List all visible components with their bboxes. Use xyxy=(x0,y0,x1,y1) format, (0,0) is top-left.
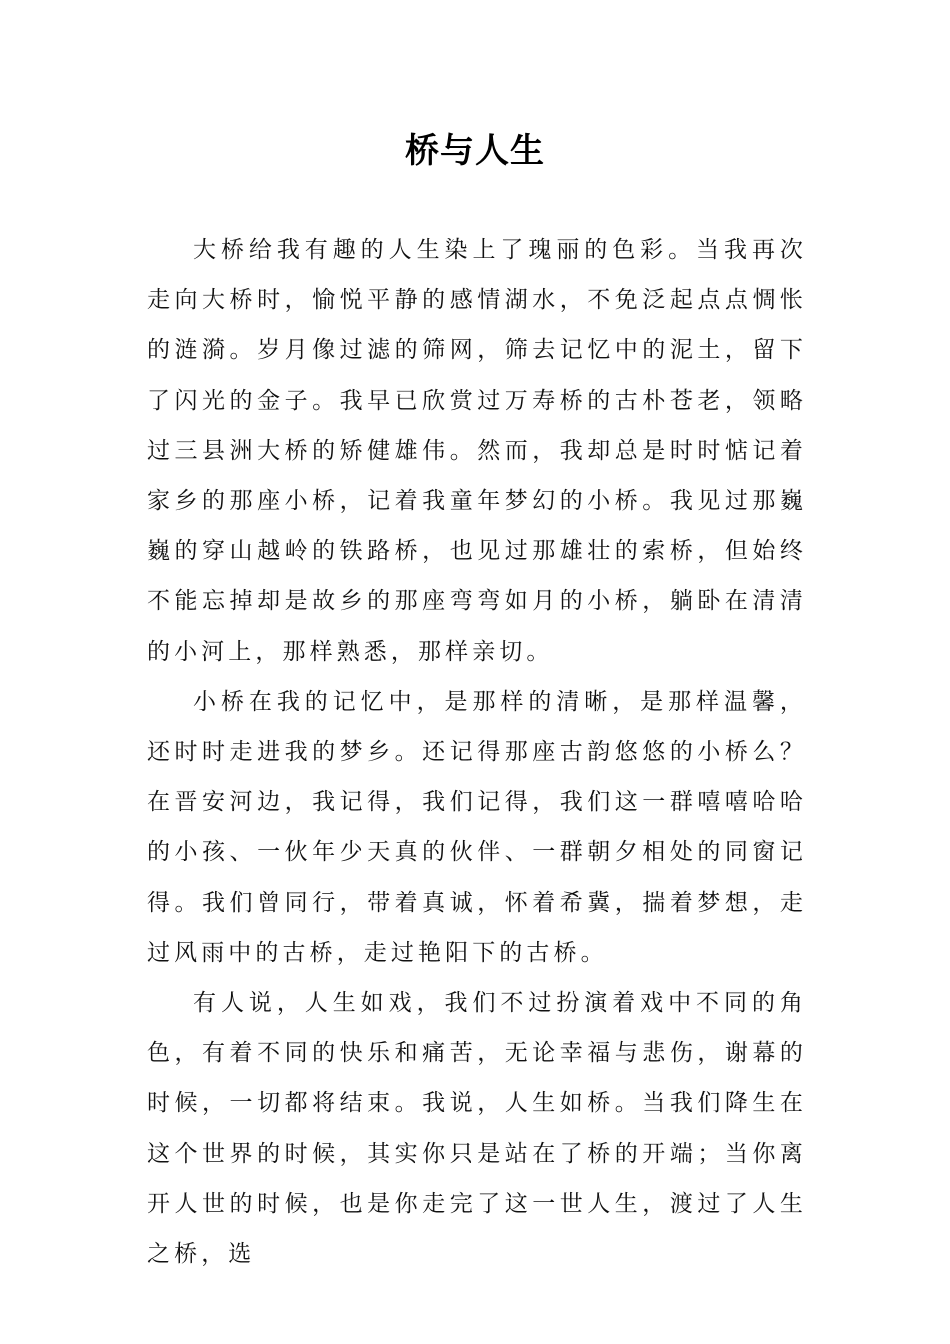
paragraph: 大桥给我有趣的人生染上了瑰丽的色彩。当我再次走向大桥时，愉悦平静的感情湖水，不免泛起点点惆怅的涟漪。岁月像过滤的筛网，筛去记忆中的泥土，留下了闪光的金子。我早已欣赏过万寿桥的古朴苍老，领略过三县洲大桥的矫健雄伟。然而，我却总是时时惦记着家乡的那座小桥，记着我童年梦幻的小桥。我见过那巍巍的穿山越岭的铁路桥，也见过那雄壮的索桥，但始终不能忘掉却是故乡的那座弯弯如月的小桥，躺卧在清清的小河上，那样熟悉，那样亲切。 xyxy=(147,237,807,665)
paragraph: 有人说，人生如戏，我们不过扮演着戏中不同的角色，有着不同的快乐和痛苦，无论幸福与悲伤，谢幕的时候，一切都将结束。我说，人生如桥。当我们降生在这个世界的时候，其实你只是站在了桥的开端；当你离开人世的时候，也是你走完了这一世人生，渡过了人生之桥，选 xyxy=(147,990,807,1268)
document-title: 桥与人生 xyxy=(405,131,545,171)
paragraph: 小桥在我的记忆中，是那样的清晰，是那样温馨，还时时走进我的梦乡。还记得那座古韵悠悠的小桥么？在晋安河边，我记得，我们记得，我们这一群嘻嘻哈哈的小孩、一伙年少天真的伙伴、一群朝夕相处的同窗记得。我们曾同行，带着真诚，怀着希冀，揣着梦想，走过风雨中的古桥，走过艳阳下的古桥。 xyxy=(147,688,807,966)
document-body xyxy=(147,225,807,1279)
